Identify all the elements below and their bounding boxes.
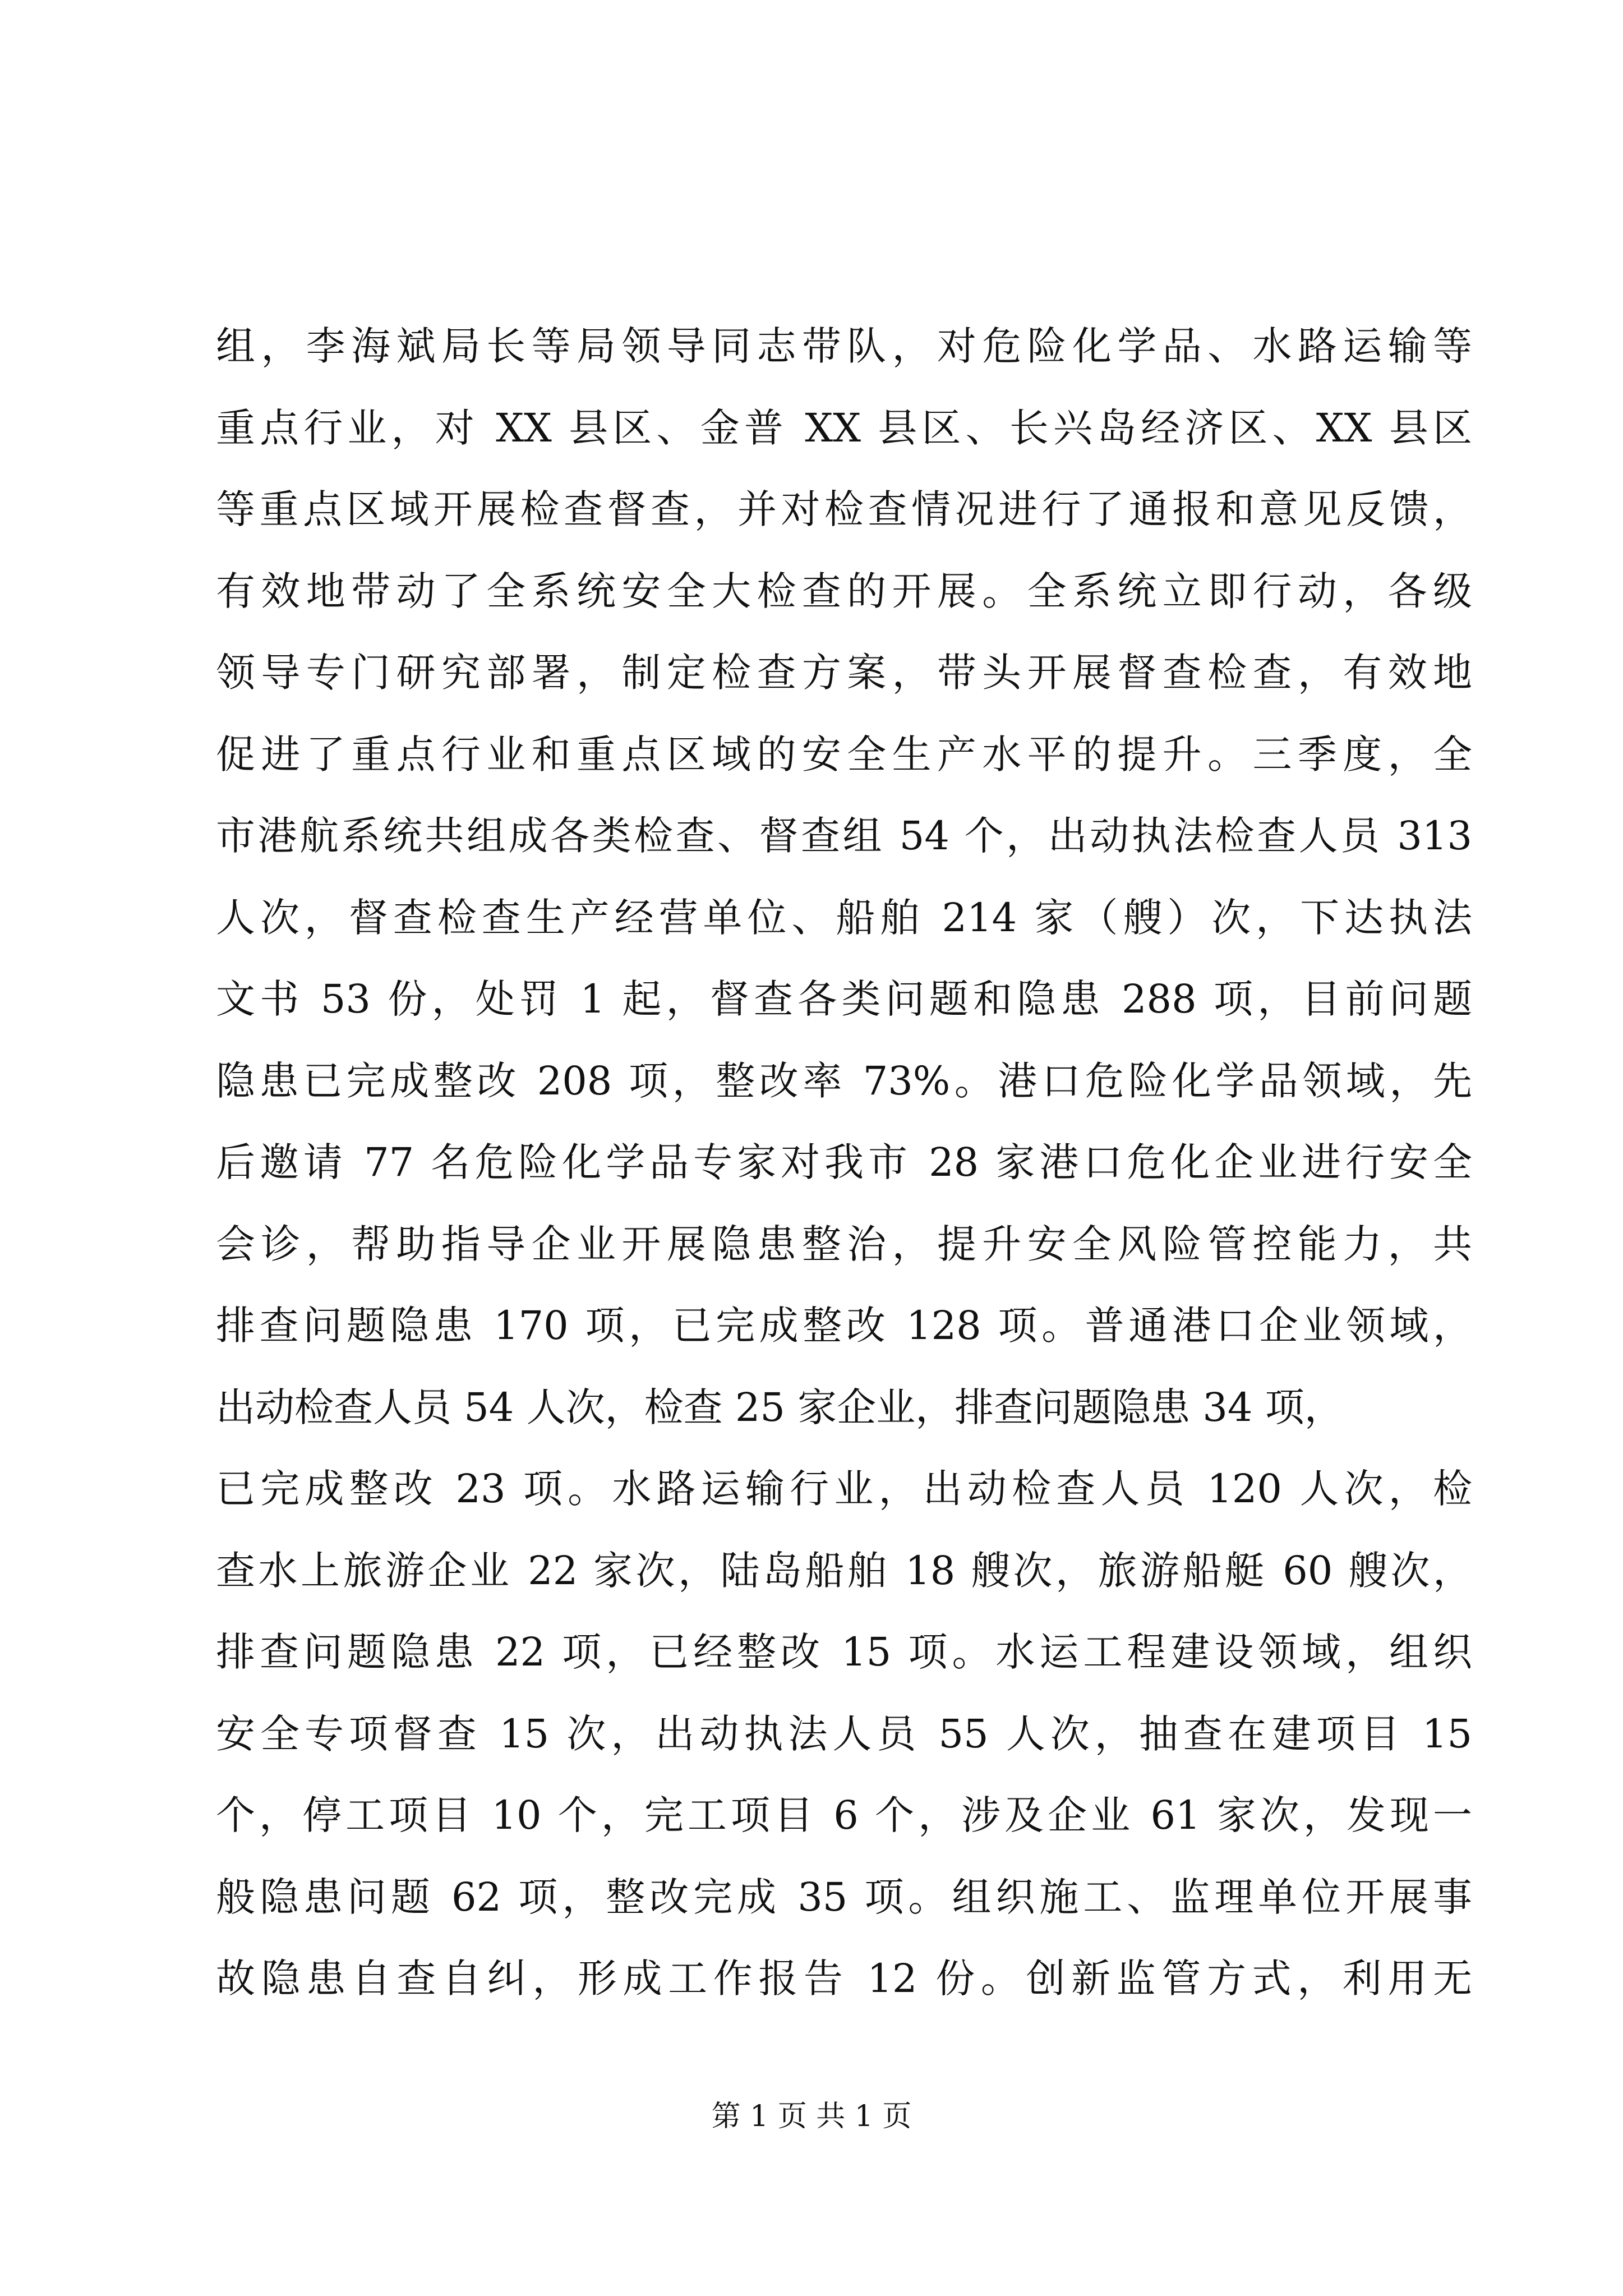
text-line: 排查问题隐患 170 项，已完成整改 128 项。普通港口企业领域， [216,1303,1472,1349]
text-line: 出动检查人员 54 人次，检查 25 家企业，排查问题隐患 34 项， [216,1384,1344,1430]
text-line: 领导专门研究部署，制定检查方案，带头开展督查检查，有效地 [216,650,1472,696]
text-line: 个，停工项目 10 个，完工项目 6 个，涉及企业 61 家次，发现一 [216,1792,1472,1838]
text-line: 促进了重点行业和重点区域的安全生产水平的提升。三季度，全 [216,731,1472,777]
text-line: 等重点区域开展检查督查，并对检查情况进行了通报和意见反馈， [216,486,1472,532]
text-line: 故隐患自查自纠，形成工作报告 12 份。创新监管方式，利用无 [216,1955,1472,2001]
page-footer: 第 1 页 共 1 页 [711,2100,912,2133]
text-line: 有效地带动了全系统安全大检查的开展。全系统立即行动，各级 [216,568,1472,614]
text-line: 组，李海斌局长等局领导同志带队，对危险化学品、水路运输等 [216,323,1472,369]
text-line: 已完成整改 23 项。水路运输行业，出动检查人员 120 人次，检 [216,1466,1472,1512]
text-line: 般隐患问题 62 项，整改完成 35 项。组织施工、监理单位开展事 [216,1874,1472,1920]
text-line: 会诊，帮助指导企业开展隐患整治，提升安全风险管控能力，共 [216,1221,1472,1267]
text-line: 重点行业，对 XX 县区、金普 XX 县区、长兴岛经济区、XX 县区 [216,404,1472,451]
text-line: 排查问题隐患 22 项，已经整改 15 项。水运工程建设领域，组织 [216,1629,1472,1675]
text-line: 文书 53 份，处罚 1 起，督查各类问题和隐患 288 项，目前问题 [216,976,1472,1022]
text-line: 人次，督查检查生产经营单位、船舶 214 家（艘）次，下达执法 [216,894,1472,941]
text-line: 后邀请 77 名危险化学品专家对我市 28 家港口危化企业进行安全 [216,1139,1472,1185]
text-line: 查水上旅游企业 22 家次，陆岛船舶 18 艘次，旅游船艇 60 艘次， [216,1547,1472,1594]
text-line: 隐患已完成整改 208 项，整改率 73%。港口危险化学品领域，先 [216,1057,1472,1104]
body-paragraph [216,306,1472,2020]
text-line: 安全专项督查 15 次，出动执法人员 55 人次，抽查在建项目 15 [216,1710,1472,1757]
text-line: 市港航系统共组成各类检查、督查组 54 个，出动执法检查人员 313 [216,813,1472,859]
